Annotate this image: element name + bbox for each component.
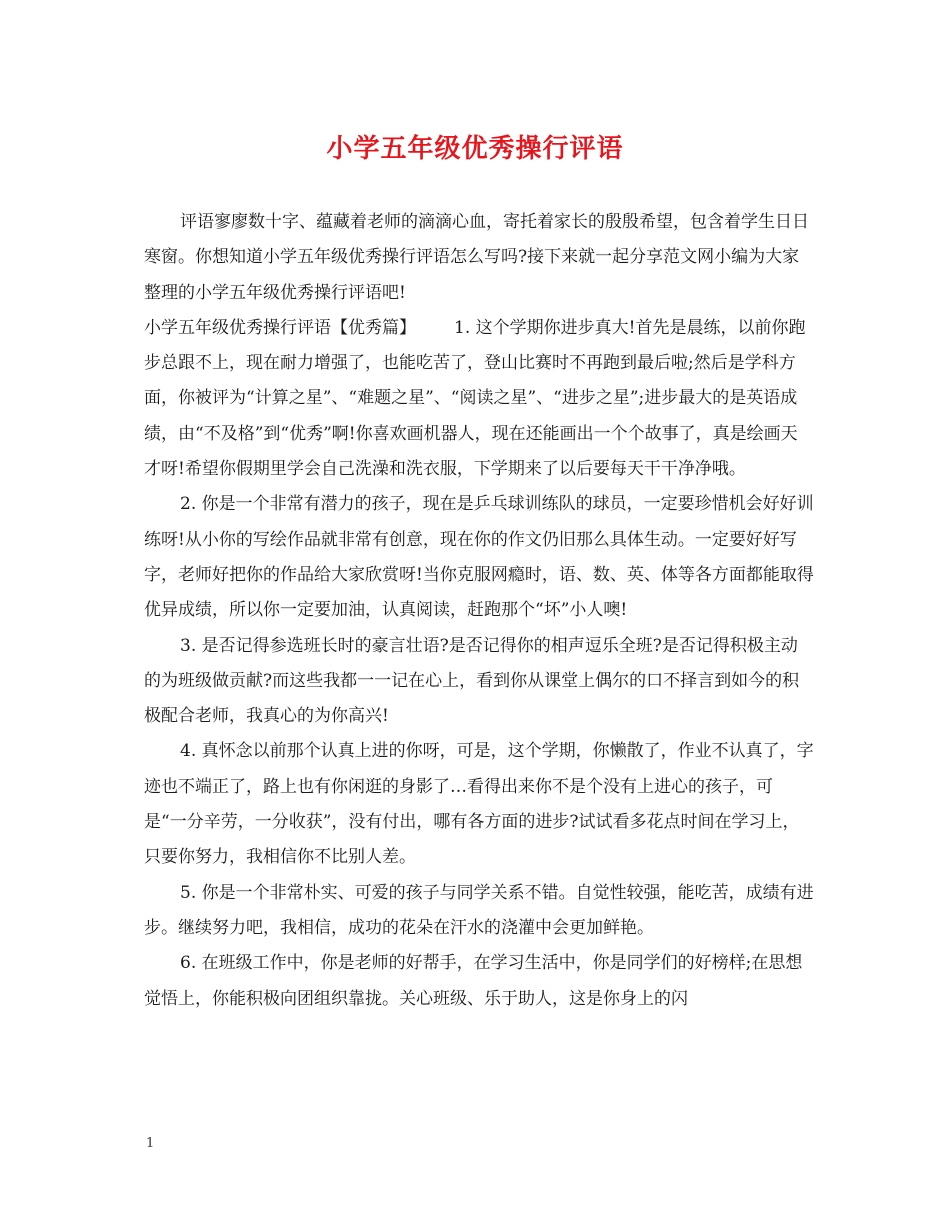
- comment-paragraph-5: 5. 你是一个非常朴实、可爱的孩子与同学关系不错。自觉性较强，能吃苦，成绩有进步。继续努力吧，我相信，成功的花朵在汗水的浇灌中会更加鲜艳。: [144, 882, 814, 938]
- intro-paragraph: 评语寥廖数十字、蕴藏着老师的滴滴心血，寄托着家长的殷殷希望，包含着学生日日寒窗。你想知道小学五年级优秀操行评语怎么写吗?接下来就一起分享范文网小编为大家整理的小学五年级优秀操行评语吧!: [144, 212, 809, 303]
- section-heading: 小学五年级优秀操行评语【优秀篇】: [144, 317, 416, 338]
- document-title: 小学五年级优秀操行评语: [326, 134, 624, 164]
- comment-paragraph-6: 6. 在班级工作中，你是老师的好帮手，在学习生活中，你是同学们的好榜样;在思想觉悟上，你能积极向团组织靠拢。关心班级、乐于助人，这是你身上的闪: [144, 953, 803, 1009]
- document-body: [144, 205, 814, 1017]
- comment-paragraph-2: 2. 你是一个非常有潜力的孩子，现在是乒乓球训练队的球员，一定要珍惜机会好好训练呀!从小你的写绘作品就非常有创意，现在你的作文仍旧那么具体生动。一定要好好写字，老师好把你的作品给大家欣赏呀!当你克服网瘾时，语、数、英、体等各方面都能取得优异成绩，所以你一定要加油，认真阅读，赶跑那个“坏”小人噢!: [144, 494, 814, 621]
- page-number: 1: [146, 1136, 155, 1151]
- comment-paragraph-1: 1. 这个学期你进步真大!首先是晨练，以前你跑步总跟不上，现在耐力增强了，也能吃苦了，登山比赛时不再跑到最后啦;然后是学科方面，你被评为“计算之星”、“难题之星”、“阅读之星”、“进步之星”;进步最大的是英语成绩，由“不及格”到“优秀”啊!你喜欢画机器人，现在还能画出一个个故事了，真是绘画天才呀!希望你假期里学会自己洗澡和洗衣服，下学期来了以后要每天干干净净哦。: [144, 317, 806, 480]
- comment-paragraph-3: 3. 是否记得参选班长时的豪言壮语?是否记得你的相声逗乐全班?是否记得积极主动的为班级做贡献?而这些我都一一记在心上，看到你从课堂上偶尔的口不择言到如今的积极配合老师，我真心的为你高兴!: [144, 635, 800, 727]
- section-first-paragraph: [144, 311, 814, 487]
- comment-paragraph-4: 4. 真怀念以前那个认真上进的你呀，可是，这个学期，你懒散了，作业不认真了，字迹也不端正了，路上也有你闲逛的身影了…看得出来你不是个没有上进心的孩子，可是“一分辛劳，一分收获”，没有付出，哪有各方面的进步?试试看多花点时间在学习上，只要你努力，我相信你不比别人差。: [144, 741, 814, 868]
